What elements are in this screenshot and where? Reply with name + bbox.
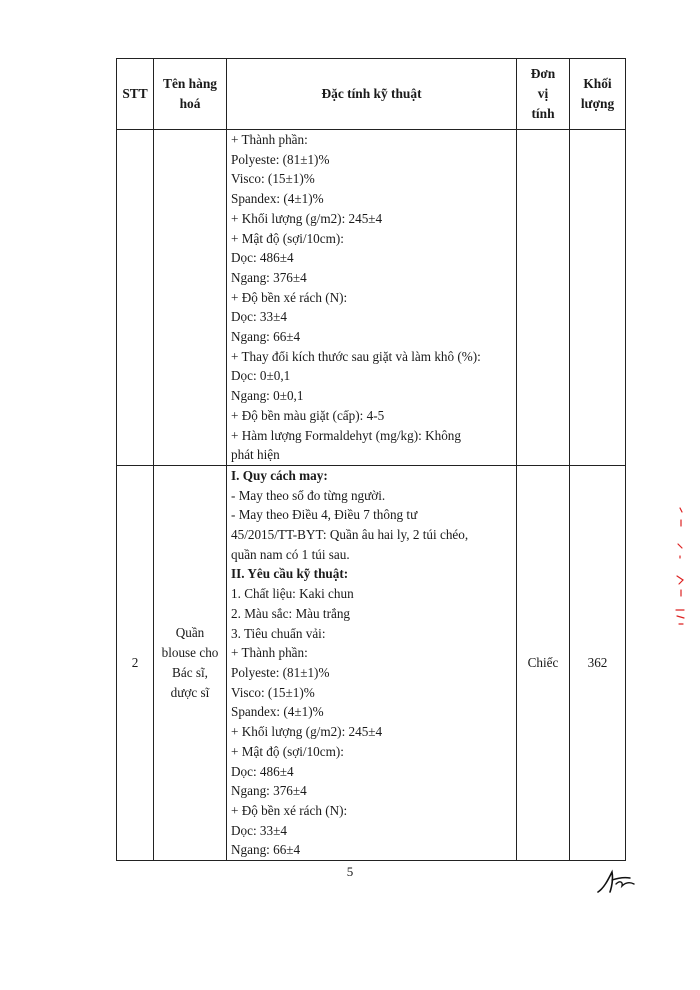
spec-line: Polyeste: (81±1)% xyxy=(231,151,330,167)
spec-line: 45/2015/TT-BYT: Quần âu hai ly, 2 túi chéo, xyxy=(231,527,469,543)
spec-line: Visco: (15±1)% xyxy=(231,171,315,187)
header-stt: STT xyxy=(117,59,154,130)
spec-line: quần nam có 1 túi sau. xyxy=(231,546,350,562)
spec-line: Ngang: 66±4 xyxy=(231,329,301,345)
spec-line: Spandex: (4±1)% xyxy=(231,704,324,720)
spec-line: + Độ bền xé rách (N): xyxy=(231,802,348,818)
spec-line: Dọc: 486±4 xyxy=(231,763,294,779)
spec-line: + Độ bền màu giặt (cấp): 4-5 xyxy=(231,407,385,423)
spec-line: + Độ bền xé rách (N): xyxy=(231,289,348,305)
header-unit xyxy=(517,59,570,130)
row1-name-cell xyxy=(154,130,227,466)
item-name-line: blouse cho xyxy=(161,644,219,660)
spec-line: + Thay đổi kích thước sau giặt và làm khô (%): xyxy=(231,348,481,364)
spec-line: Dọc: 486±4 xyxy=(231,250,294,266)
spec-line: Ngang: 66±4 xyxy=(231,842,301,858)
row1-stt-cell xyxy=(117,130,154,466)
spec-heading: I. Quy cách may: xyxy=(231,467,328,483)
row2-spec-cell xyxy=(227,465,517,860)
spec-heading: II. Yêu cầu kỹ thuật: xyxy=(231,566,349,582)
header-unit-line: Đơn xyxy=(530,66,556,81)
table-row xyxy=(117,465,626,860)
row2-item-name xyxy=(154,465,227,860)
spec-line: + Khối lượng (g/m2): 245±4 xyxy=(231,724,383,740)
row2-unit: Chiếc xyxy=(517,465,570,860)
header-quantity-line: Khối xyxy=(583,76,612,91)
item-name-line: Bác sĩ, xyxy=(172,664,208,680)
header-item-name xyxy=(154,59,227,130)
spec-line: Visco: (15±1)% xyxy=(231,684,315,700)
spec-table xyxy=(116,58,626,861)
header-quantity xyxy=(570,59,626,130)
table-row xyxy=(117,130,626,466)
spec-line: Ngang: 0±0,1 xyxy=(231,388,304,404)
spec-line: + Khối lượng (g/m2): 245±4 xyxy=(231,210,383,226)
spec-line: Ngang: 376±4 xyxy=(231,783,307,799)
header-quantity-line: lượng xyxy=(580,96,615,111)
spec-line: Dọc: 33±4 xyxy=(231,309,287,325)
page-number: 5 xyxy=(346,864,354,879)
spec-line: 2. Màu sắc: Màu trắng xyxy=(231,605,351,621)
spec-line: phát hiện xyxy=(231,447,280,463)
row1-quantity-cell xyxy=(570,130,626,466)
spec-line: - May theo số đo từng người. xyxy=(231,487,386,503)
spec-line: 1. Chất liệu: Kaki chun xyxy=(231,586,354,602)
spec-line: + Hàm lượng Formaldehyt (mg/kg): Không xyxy=(231,427,461,443)
handwritten-signature xyxy=(596,866,638,896)
item-name-line: dược sĩ xyxy=(170,684,210,700)
spec-line: Spandex: (4±1)% xyxy=(231,191,324,207)
spec-line: Ngang: 376±4 xyxy=(231,269,307,285)
spec-line: Polyeste: (81±1)% xyxy=(231,664,330,680)
row2-stt: 2 xyxy=(117,465,154,860)
header-unit-line: tính xyxy=(531,106,555,121)
row2-quantity: 362 xyxy=(570,465,626,860)
header-row xyxy=(117,59,626,130)
spec-line: - May theo Điều 4, Điều 7 thông tư xyxy=(231,507,418,523)
spec-line: + Mật độ (sợi/10cm): xyxy=(231,743,344,759)
header-item-name-line: hoá xyxy=(179,96,201,111)
spec-line: Dọc: 33±4 xyxy=(231,822,287,838)
spec-line: Dọc: 0±0,1 xyxy=(231,368,291,384)
row1-spec-cell xyxy=(227,130,517,466)
item-name-line: Quần xyxy=(175,624,205,640)
spec-line: + Thành phần: xyxy=(231,132,308,147)
header-item-name-line: Tên hàng xyxy=(163,76,217,91)
spec-line: + Mật độ (sợi/10cm): xyxy=(231,230,344,246)
partial-red-stamp xyxy=(672,500,686,640)
spec-line: 3. Tiêu chuẩn vải: xyxy=(231,625,326,641)
spec-line: + Thành phần: xyxy=(231,645,308,661)
row1-unit-cell xyxy=(517,130,570,466)
header-unit-line: vị xyxy=(537,86,549,101)
header-spec: Đặc tính kỹ thuật xyxy=(227,59,517,130)
